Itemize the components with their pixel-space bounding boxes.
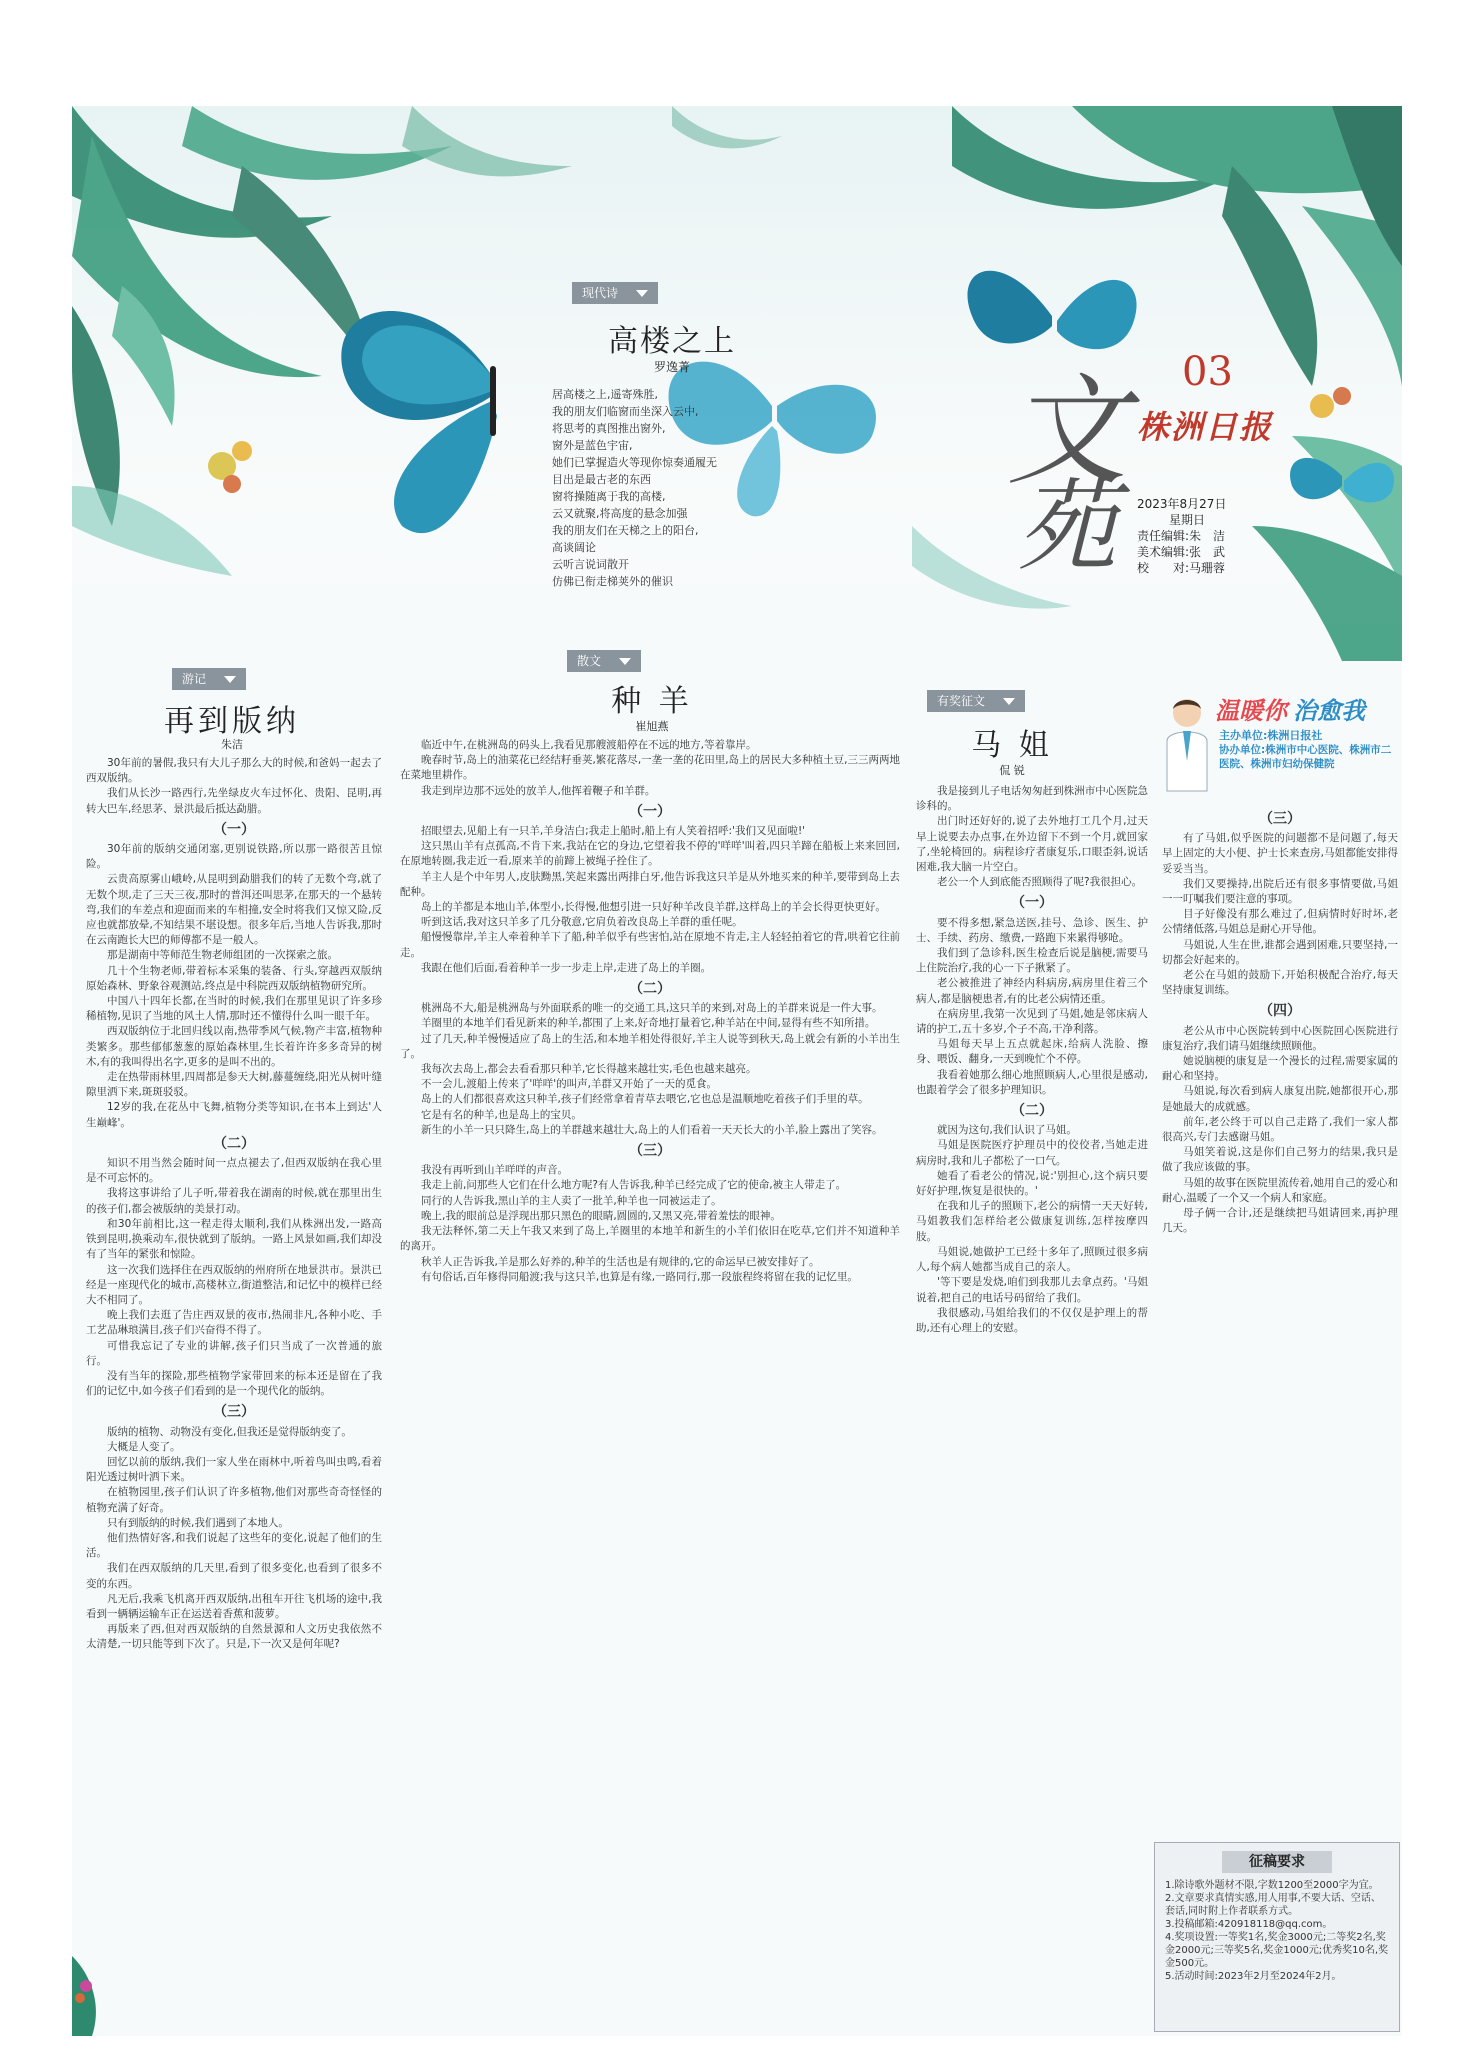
section-heading: （一）: [1011, 895, 1053, 912]
paragraph: 有了马姐,似乎医院的问题都不是问题了,每天早上固定的大小便、护士长来查房,马姐都能安排得妥妥当当。: [1162, 832, 1398, 875]
article-author: 朱洁: [221, 738, 243, 751]
paragraph: 我跟在他们后面,看着种羊一步一步走上岸,走进了岛上的羊圈。: [421, 961, 712, 974]
paragraph: 招眼望去,见船上有一只羊,羊身洁白;我走上船时,船上有人笑着招呼:'我们又见面啦!': [421, 825, 806, 838]
paragraph: 晚上,我的眼前总是浮现出那只黑色的眼睛,圆圆的,又黑又亮,带着羞怯的眼神。: [421, 1209, 781, 1222]
poem-line: 我的朋友们在天梯之上的阳台,: [552, 524, 699, 537]
paragraph: 我是接到儿子电话匆匆赶到株洲市中心医院急诊科的。: [916, 785, 1148, 813]
butterfly-icon: [341, 311, 497, 533]
paragraph: 马姐说,她做护工已经十多年了,照顾过很多病人,每个病人她都当成自己的亲人。: [916, 1245, 1148, 1274]
paragraph: 再版来了西,但对西双版纳的自然景源和人文历史我依然不太清楚,一切只能等到下次了。只是,下一次又是何年呢?: [86, 1623, 382, 1651]
section-heading: （三）: [213, 1404, 255, 1421]
campaign-organizer: 主办单位:株洲日报社: [1219, 729, 1323, 742]
issue-weekday: 星期日: [1169, 513, 1206, 527]
notice-item: 3.投稿邮箱:420918118@qq.com。: [1165, 1919, 1333, 1930]
paragraph: 中国八十四年长都,在当时的时候,我们在那里见识了许多珍稀植物,见识了当地的风土人情,那时还不懂得什么叫一眼千年。: [86, 995, 382, 1023]
section-tag: 有奖征文: [927, 690, 1025, 712]
paragraph: 我看着她那么细心地照顾病人,心里很是感动,也跟着学会了很多护理知识。: [916, 1068, 1148, 1096]
paragraph: 30年前的版纳交通闭塞,更别说铁路,所以那一路很苦且惊险。: [86, 843, 382, 871]
paragraph: 老公在马姐的鼓励下,开始积极配合治疗,每天坚持康复训练。: [1162, 969, 1398, 997]
article-title: 马 姐: [971, 728, 1053, 763]
paragraph: 只有到版纳的时候,我们遇到了本地人。: [107, 1516, 289, 1529]
section-heading: （四）: [1259, 1003, 1301, 1020]
paragraph: 西双版纳位于北回归线以南,热带季风气候,物产丰富,植物种类繁多。那些郁郁葱葱的原始森林里,生长着许许多多奇异的树木,有的我叫得出名字,更多的是叫不出的。: [86, 1025, 382, 1068]
article-body-continued: [1162, 806, 1398, 1836]
paragraph: 凡无后,我乘飞机离开西双版纳,出租车开往飞机场的途中,我看到一辆辆运输车正在运送着香蕉和菠萝。: [86, 1592, 382, 1620]
poem-line: 居高楼之上,遥寄殊胜,: [552, 388, 658, 401]
paragraph: 云贵高原雾山峨岭,从昆明到勐腊我们的转了无数个弯,就了无数个坝,走了三天三夜,那时的普洱还叫思茅,在那天的一个悬转弯,我们的车差点和迎面而来的车相撞,安全时将我们又惊又险,反应也就都放晕,不知结果不堪设想。很多年后,当地人告诉我,那时在云南跑长大巴的师傅都不是一般人。: [86, 873, 382, 947]
campaign-title-2: 治愈我: [1293, 697, 1365, 725]
notice-item: 4.奖项设置:一等奖1名,奖金3000元;二等奖2名,奖金2000元;三等奖5名,奖金1000元;优秀奖10名,奖金500元。: [1165, 1932, 1389, 1969]
notice-title: 征稿要求: [1222, 1851, 1332, 1873]
poem-line: 云听言说词散开: [552, 558, 629, 571]
paragraph: 岛上的羊都是本地山羊,体型小,长得慢,他想引进一只好种羊改良羊群,这样岛上的羊会长得更快更好。: [421, 901, 886, 914]
paragraph: 岛上的人们都很喜欢这只种羊,孩子们经常拿着青草去喂它,它也总是温顺地吃着孩子们手里的草。: [421, 1093, 869, 1106]
paragraph: 可惜我忘记了专业的讲解,孩子们只当成了一次普通的旅行。: [86, 1339, 382, 1367]
paragraph: 就因为这句,我们认识了马姐。: [937, 1124, 1077, 1137]
paragraph: 知识不用当然会随时间一点点褪去了,但西双版纳在我心里是不可忘怀的。: [86, 1157, 382, 1185]
paragraph: 新生的小羊一只只降生,岛上的羊群越来越壮大,岛上的人们看着一天天长大的小羊,脸上露出了笑容。: [421, 1123, 883, 1136]
paragraph: 我们从长沙一路西行,先坐绿皮火车过怀化、贵阳、昆明,再转大巴车,经思茅、景洪最后抵达勐腊。: [86, 787, 382, 815]
paragraph: 他们热情好客,和我们说起了这些年的变化,说起了他们的生活。: [86, 1531, 382, 1560]
poem-line: 她们已掌握造火等现你惊奏通履无: [552, 456, 717, 469]
paragraph: 回忆以前的版纳,我们一家人坐在雨林中,听着鸟叫虫鸣,看着阳光透过树叶洒下来。: [86, 1455, 382, 1484]
paragraph: 临近中午,在桃洲岛的码头上,我看见那艘渡船停在不远的地方,等着靠岸。: [421, 739, 757, 751]
poem-line: 窗外是蓝色宇宙,: [552, 439, 633, 452]
proofreader-credit: 校 对:马珊蓉: [1137, 561, 1226, 575]
paragraph: 秋羊人正告诉我,羊是那么好养的,种羊的生活也是有规律的,它的命运早已被安排好了。: [421, 1255, 820, 1268]
article-author: 侃 锐: [999, 764, 1025, 777]
section-heading: （三）: [1259, 811, 1301, 827]
poem-line: 高谈阔论: [552, 541, 596, 554]
section-heading: （一）: [213, 821, 255, 838]
poem-author: 罗逸菁: [653, 360, 690, 374]
paragraph: 听到这话,我对这只羊多了几分敬意,它肩负着改良岛上羊群的重任呢。: [421, 916, 743, 929]
paragraph: 有句俗话,百年修得同船渡;我与这只羊,也算是有缘,一路同行,那一段旅程终将留在我的记忆里。: [421, 1270, 858, 1283]
poem-body: [552, 386, 852, 590]
paragraph: 我走到岸边那不远处的放羊人,他挥着鞭子和羊群。: [421, 784, 656, 797]
paragraph: 几十个生物老师,带着标本采集的装备、行头,穿越西双版纳原始森林、野象谷观测站,终点是中科院西双版纳植物研究所。: [86, 964, 382, 992]
poem-line: 云又就聚,将高度的悬念加强: [552, 507, 688, 520]
header-banner: [72, 106, 1402, 661]
article-body: [916, 784, 1148, 2029]
section-heading: （二）: [213, 1135, 255, 1152]
submission-notice: [1154, 1842, 1400, 2032]
article-author: 崔旭燕: [635, 720, 669, 733]
section-heading: （一）: [629, 803, 671, 820]
section-heading: （二）: [629, 981, 671, 998]
paragraph: 在我和儿子的照顾下,老公的病情一天天好转,马姐教我们怎样给老公做康复训练,怎样按摩四肢。: [916, 1200, 1148, 1243]
doctor-icon: [1157, 691, 1217, 801]
paragraph: 老公被推进了神经内科病房,病房里住着三个病人,都是脑梗患者,有的比老公病情还重。: [916, 977, 1148, 1005]
paragraph: 羊圈里的本地羊们看见新来的种羊,都围了上来,好奇地打量着它,种羊站在中间,显得有些不知所措。: [421, 1017, 876, 1030]
paragraph: 在病房里,我第一次见到了马姐,她是邻床病人请的护工,五十多岁,个子不高,干净利落。: [916, 1007, 1148, 1036]
paragraph: 12岁的我,在花丛中飞舞,植物分类等知识,在书本上到达'人生巅峰'。: [86, 1101, 382, 1129]
paragraph: 马姐说,每次看到病人康复出院,她都很开心,那是她最大的成就感。: [1162, 1085, 1398, 1113]
section-tag: 现代诗: [572, 282, 658, 304]
paragraph: 马姐说,人生在世,谁都会遇到困难,只要坚持,一切都会好起来的。: [1162, 938, 1398, 966]
poem-title: 高楼之上: [608, 324, 736, 359]
paragraph: 我每次去岛上,都会去看看那只种羊,它长得越来越壮实,毛色也越来越亮。: [421, 1063, 757, 1076]
article-body: [400, 738, 900, 2028]
paragraph: 她说脑梗的康复是一个漫长的过程,需要家属的耐心和坚持。: [1162, 1055, 1398, 1083]
paragraph: 前年,老公终于可以自己走路了,我们一家人都很高兴,专门去感谢马姐。: [1162, 1115, 1398, 1144]
section-tag: 游记: [172, 668, 246, 690]
paragraph: 老公一个人到底能否照顾得了呢?我很担心。: [937, 876, 1143, 889]
article-body: [86, 756, 382, 2031]
poem-line: 我的朋友们临窗而坐深入云中,: [552, 405, 699, 418]
poem-line: 将思考的真图推出窗外,: [552, 422, 666, 435]
paragraph: 和30年前相比,这一程走得太顺利,我们从株洲出发,一路高铁到昆明,换乘动车,很快就到了版纳。一路上风景如画,我们却没有了当年的紧张和惊险。: [86, 1217, 382, 1261]
section-title-char: 文: [1007, 363, 1127, 502]
paragraph: 大概是人变了。: [107, 1440, 181, 1453]
section-title-char: 苑: [1017, 468, 1117, 585]
paragraph: 30年前的暑假,我只有大儿子那么大的时候,和爸妈一起去了西双版纳。: [86, 757, 382, 785]
paragraph: 要不得多想,紧急送医,挂号、急诊、医生、护士、手续、药房、缴费,一路跑下来累得够呛。: [916, 916, 1148, 944]
paragraph: 它是有名的种羊,也是岛上的宝贝。: [421, 1108, 582, 1121]
paragraph: 出门时还好好的,说了去外地打工几个月,过天早上说要去办点事,在外边留下不到一个月,就回家了,坐轮椅回的。病程诊疗者康复乐,口眼歪斜,说话困难,我大脑一片空白。: [916, 815, 1148, 874]
poem-line: 窗将操随离于我的高楼,: [552, 490, 666, 503]
paragraph: 我没有再听到山羊咩咩的声音。: [421, 1164, 568, 1177]
paragraph: 没有当年的探险,那些植物学家带回来的标本还是留在了我们的记忆中,如今孩子们看到的是一个现代化的版纳。: [86, 1369, 382, 1398]
paragraph: 我们在西双版纳的几天里,看到了很多变化,也看到了很多不变的东西。: [86, 1562, 382, 1590]
article-title: 种 羊: [611, 684, 693, 719]
paragraph: 羊主人是个中年男人,皮肤黝黑,笑起来露出两排白牙,他告诉我这只羊是从外地买来的种羊,要带到岛上去配种。: [400, 870, 900, 898]
paragraph: 在植物园里,孩子们认识了许多植物,他们对那些奇奇怪怪的植物充满了好奇。: [86, 1486, 382, 1514]
notice-item: 2.文章要求真情实感,用人用事,不要大话、空话、套话,同时附上作者联系方式。: [1165, 1893, 1381, 1917]
paragraph: 晚上我们去逛了告庄西双景的夜市,热闹非凡,各种小吃、手工艺品琳琅满目,孩子们兴奋得不得了。: [86, 1309, 382, 1337]
editor-credit: 责任编辑:朱 洁: [1137, 529, 1226, 543]
paragraph: 同行的人告诉我,黑山羊的主人卖了一批羊,种羊也一同被运走了。: [421, 1194, 722, 1207]
paragraph: 我很感动,马姐给我们的不仅仅是护理上的帮助,还有心理上的安慰。: [916, 1306, 1148, 1334]
article-title: 再到版纳: [164, 704, 300, 739]
poem-line: 仿佛已衔走梯荚外的催识: [552, 575, 673, 588]
paragraph: 桃洲岛不大,船是桃洲岛与外面联系的唯一的交通工具,这只羊的来到,对岛上的羊群来说是一件大事。: [421, 1002, 883, 1015]
paragraph: 我们到了急诊科,医生检查后说是脑梗,需要马上住院治疗,我的心一下子揪紧了。: [916, 947, 1148, 975]
page-number: 03: [1182, 349, 1233, 395]
paragraph: 母子俩一合计,还是继续把马姐请回来,再护理几天。: [1162, 1207, 1398, 1235]
paragraph: 船慢慢靠岸,羊主人牵着种羊下了船,种羊似乎有些害怕,站在原地不肯走,主人轻轻拍着它的背,哄着它往前走。: [400, 931, 900, 959]
notice-item: 5.活动时间:2023年2月至2024年2月。: [1165, 1971, 1342, 1982]
paragraph: 不一会儿,渡船上传来了'咩咩'的叫声,羊群又开始了一天的觅食。: [421, 1078, 717, 1091]
paragraph: '等下要是发烧,咱们到我那儿去拿点药。'马姐说着,把自己的电话号码留给了我们。: [916, 1276, 1148, 1304]
campaign-co-organizer: 协办单位:株洲市中心医院、株洲市二医院、株洲市妇幼保健院: [1219, 744, 1392, 770]
paragraph: 我走上前,问那些人它们在什么地方呢?有人告诉我,种羊已经完成了它的使命,被主人带走了。: [421, 1179, 847, 1192]
paragraph: 那是湖南中等师范生物老师组团的一次探索之旅。: [107, 949, 338, 962]
paragraph: 这只黑山羊有点孤高,不肯下来,我站在它的身边,它望着我不停的'咩咩'叫着,四只羊蹄在船板上来来回回,在原地转圈,我走近一看,原来羊的前蹄上被绳子拴住了。: [400, 840, 900, 868]
paragraph: 这一次我们选择住在西双版纳的州府所在地景洪市。景洪已经是一座现代化的城市,高楼林立,街道整洁,和记忆中的模样已经大不相同了。: [86, 1263, 382, 1306]
poem-line: 目出是最古老的东西: [552, 473, 651, 486]
paragraph: 她看了看老公的情况,说:'别担心,这个病只要好好护理,恢复是很快的。': [916, 1169, 1148, 1198]
newspaper-page: [72, 106, 1402, 2036]
issue-date: 2023年8月27日: [1137, 497, 1227, 511]
paragraph: 版纳的植物、动物没有变化,但我还是觉得版纳变了。: [107, 1425, 352, 1438]
campaign-title-1: 温暖你: [1215, 697, 1287, 725]
section-heading: （二）: [1011, 1103, 1053, 1120]
notice-item: 1.除诗歌外题材不限,字数1200至2000字为宜。: [1165, 1880, 1379, 1891]
paragraph: 马姐笑着说,这是你们自己努力的结果,我只是做了我应该做的事。: [1162, 1146, 1398, 1174]
paragraph: 我无法释怀,第二天上午我又来到了岛上,羊圈里的本地羊和新生的小羊们依旧在吃草,它们并不知道种羊的离开。: [400, 1225, 900, 1253]
campaign-badge: [1157, 691, 1402, 801]
page-meta: [1137, 496, 1226, 576]
paragraph: 走在热带雨林里,四周都是参天大树,藤蔓缠绕,阳光从树叶缝隙里洒下来,斑斑驳驳。: [86, 1071, 382, 1099]
paragraph: 马姐每天早上五点就起床,给病人洗脸、擦身、喂饭、翻身,一天到晚忙个不停。: [916, 1038, 1148, 1066]
section-heading: （三）: [629, 1143, 671, 1160]
paragraph: 我将这事讲给了儿子听,带着我在湖南的时候,就在那里出生的孩子们,都会被版纳的美景打动。: [86, 1187, 382, 1215]
art-editor-credit: 美术编辑:张 武: [1137, 545, 1226, 559]
paper-name: 株洲日报: [1137, 408, 1274, 446]
paragraph: 过了几天,种羊慢慢适应了岛上的生活,和本地羊相处得很好,羊主人说等到秋天,岛上就会有新的小羊出生了。: [400, 1032, 900, 1060]
paragraph: 晚春时节,岛上的油菜花已经结籽垂荚,繁花落尽,一垄一垄的花田里,岛上的居民大多种植土豆,三三两两地在菜地里耕作。: [400, 754, 900, 782]
paragraph: 马姐的故事在医院里流传着,她用自己的爱心和耐心,温暖了一个又一个病人和家庭。: [1162, 1176, 1398, 1204]
paragraph: 老公从市中心医院转到中心医院回心医院进行康复治疗,我们请马姐继续照顾他。: [1162, 1024, 1398, 1052]
section-tag: 散文: [567, 650, 641, 672]
paragraph: 目子好像没有那么难过了,但病情时好时坏,老公情绪低落,马姐总是耐心开导他。: [1162, 908, 1398, 936]
flower-decoration: [72, 1936, 112, 2036]
paragraph: 马姐是医院医疗护理员中的佼佼者,当她走进病房时,我和儿子都松了一口气。: [916, 1139, 1148, 1167]
paragraph: 我们又要操持,出院后还有很多事情要做,马姐一一叮嘱我们要注意的事项。: [1162, 877, 1398, 906]
